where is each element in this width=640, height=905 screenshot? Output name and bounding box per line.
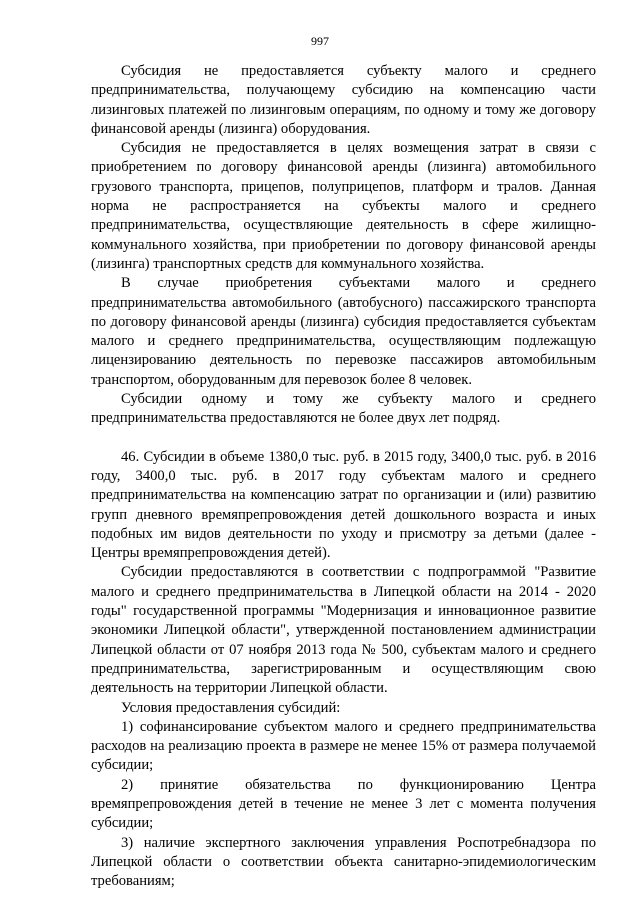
conditions-heading: Условия предоставления субсидий: bbox=[121, 699, 341, 716]
document-body bbox=[91, 62, 596, 891]
paragraph-section-46: 46. Субсидии в объеме 1380,0 тыс. руб. в 2015 году, 3400,0 тыс. руб. в 2016 году, 3400,0 тыс. руб. в 2017 году субъектам малого и среднего предпринимательства на компенсацию затрат по организации и (или) развитию групп дневного времяпрепровождения детей дошкольного возраста и иных подобных им видов деятельности по уходу и присмотру за детьми (далее - Центры времяпрепровождения детей). bbox=[91, 448, 596, 562]
condition-item: 2) принятие обязательства по функционированию Центра времяпрепровождения детей в течение не менее 3 лет с момента получения субсидии; bbox=[91, 776, 596, 832]
condition-item: 3) наличие экспертного заключения управления Роспотребнадзора по Липецкой области о соответствии объекта санитарно-эпидемиологическим требованиям; bbox=[91, 834, 596, 890]
paragraph: Субсидия не предоставляется в целях возмещения затрат в связи с приобретением по договору финансовой аренды (лизинга) автомобильного грузового транспорта, прицепов, полуприцепов, платформ и тралов. Данная норма не распространяется на субъекты малого и среднего предпринимательства, осуществляющие деятельность в сфере жилищно-коммунального хозяйства, при приобретении по договору финансовой аренды (лизинга) транспортных средств для коммунального хозяйства. bbox=[91, 140, 596, 272]
condition-item: 1) софинансирование субъектом малого и среднего предпринимательства расходов на реализацию проекта в размере не менее 15% от размера получаемой субсидии; bbox=[91, 718, 596, 774]
paragraph: Субсидии предоставляются в соответствии с подпрограммой "Развитие малого и среднего предпринимательства в Липецкой области на 2014 - 2020 годы" государственной программы "Модернизация и инновационное развитие экономики Липецкой области", утвержденной постановлением администрации Липецкой области от 07 ноября 2013 года № 500, субъектам малого и среднего предпринимательства, зарегистрированным и осуществляющим свою деятельность на территории Липецкой области. bbox=[91, 564, 596, 697]
paragraph: Субсидия не предоставляется субъекту малого и среднего предпринимательства, получающему субсидию на компенсацию части лизинговых платежей по лизинговым операциям, по одному и тому же договору финансовой аренды (лизинга) оборудования. bbox=[91, 63, 596, 137]
paragraph: В случае приобретения субъектами малого и среднего предпринимательства автомобильного (автобусного) пассажирского транспорта по договору финансовой аренды (лизинга) субсидия предоставляется субъектам малого и среднего предпринимательства, осуществляющим подлежащую лицензированию деятельность по перевозке пассажиров автомобильным транспортом, оборудованным для перевозок более 8 человек. bbox=[91, 275, 596, 388]
page-number: 997 bbox=[311, 34, 329, 48]
paragraph: Субсидии одному и тому же субъекту малого и среднего предпринимательства предоставляются не более двух лет подряд. bbox=[91, 391, 596, 427]
